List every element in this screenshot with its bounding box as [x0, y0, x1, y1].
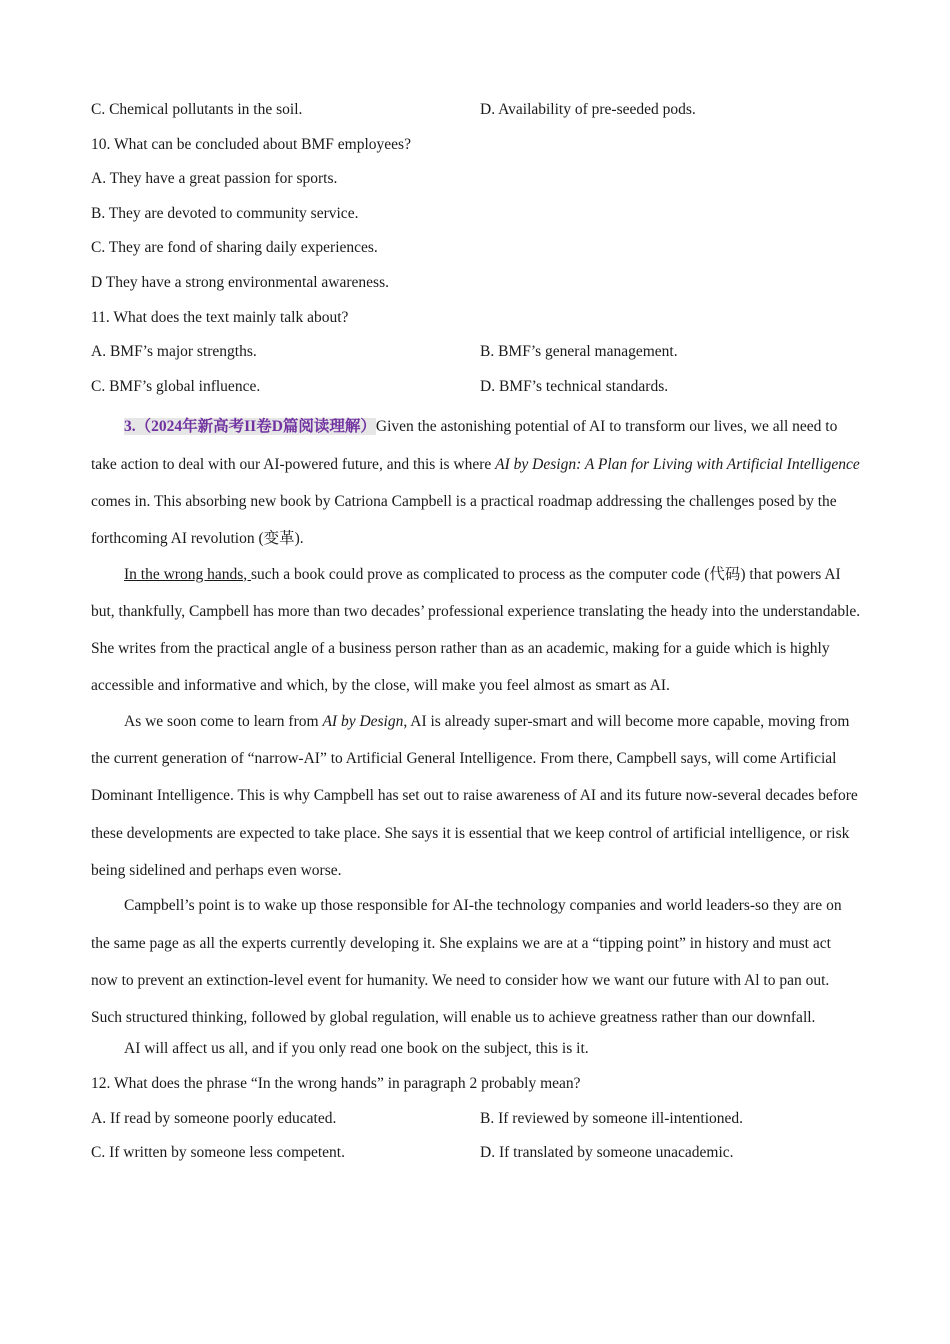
passage3-paragraph-5 [91, 1036, 861, 1071]
passage3-paragraph-2 [91, 556, 861, 705]
q10-option-a [91, 166, 861, 201]
q12-option-d: D. If translated by someone unacademic. [480, 1144, 734, 1162]
passage3-paragraph-1 [91, 408, 861, 557]
p3-text-b: , AI is already super-smart and will become more capable, moving from the current generation of “narrow-AI” to Artificial General Intelligence. From there, Campbell says, will come Artificial Dominant Intelligence. This is why Campbell has set out to raise awareness of AI and its future now-several decades before these developments are expected to take place. She says it is essential that we keep control of artificial intelligence, or risk being sidelined and perhaps even worse. [91, 712, 858, 879]
p3-text-a: As we soon come to learn from [124, 712, 323, 730]
book-title: AI by Design: A Plan for Living with Artificial Intelligence [495, 455, 860, 473]
document-page [91, 97, 861, 1175]
q12-options-row-cd [91, 1140, 861, 1175]
q11-options-row-cd [91, 374, 861, 409]
q10-option-c [91, 235, 861, 270]
q11-option-c: C. BMF’s global influence. [91, 377, 261, 395]
q11-option-a: A. BMF’s major strengths. [91, 343, 257, 361]
p1-text-a: Given the astonishing potential of AI to transform our lives, we all need to take action to deal with our AI-powered future, and this is where [91, 418, 838, 473]
q10-option-a-text: A. They have a great passion for sports. [91, 170, 338, 188]
q10-stem-text: 10. What can be concluded about BMF employees? [91, 135, 411, 153]
q10-option-d-text: D They have a strong environmental awareness. [91, 273, 389, 291]
passage3-paragraph-4 [91, 887, 861, 1036]
q9-option-c: C. Chemical pollutants in the soil. [91, 101, 303, 118]
q10-option-b [91, 201, 861, 236]
passage-source-tag: 3.（2024年新高考II卷D篇阅读理解） [124, 418, 376, 436]
p4-text: Campbell’s point is to wake up those responsible for AI-the technology companies and world leaders-so they are on the same page as all the experts currently developing it. She explains we are at a “tipping point” in history and must act now to prevent an extinction-level event for humanity. We need to consider how we want our future with Al to pan out. Such structured thinking, followed by global regulation, will enable us to achieve greatness rather than our downfall. [91, 897, 842, 1027]
q11-stem [91, 305, 861, 340]
q10-option-b-text: B. They are devoted to community service. [91, 204, 359, 222]
q12-option-c: C. If written by someone less competent. [91, 1144, 345, 1162]
passage3-paragraph-3 [91, 703, 861, 889]
q11-options-row-ab [91, 339, 861, 374]
q11-option-b: B. BMF’s general management. [480, 343, 678, 361]
q12-option-a: A. If read by someone poorly educated. [91, 1109, 337, 1127]
underlined-phrase: In the wrong hands, [124, 565, 251, 583]
p5-text: AI will affect us all, and if you only read one book on the subject, this is it. [124, 1040, 589, 1058]
p1-text-b: comes in. This absorbing new book by Catriona Campbell is a practical roadmap addressing the challenges posed by the forthcoming AI revolution (变革). [91, 492, 837, 548]
q11-option-d: D. BMF’s technical standards. [480, 377, 669, 395]
q11-stem-text: 11. What does the text mainly talk about? [91, 308, 349, 326]
q12-option-b: B. If reviewed by someone ill-intentioned. [480, 1109, 744, 1127]
book-title-short: AI by Design [322, 712, 404, 730]
q12-stem [91, 1071, 861, 1106]
q12-options-row-ab [91, 1106, 861, 1141]
q10-option-c-text: C. They are fond of sharing daily experiences. [91, 239, 378, 257]
q12-stem-text: 12. What does the phrase “In the wrong hands” in paragraph 2 probably mean? [91, 1074, 581, 1092]
q10-option-d [91, 270, 861, 305]
q9-option-d: D. Availability of pre-seeded pods. [480, 101, 696, 118]
p2-text: such a book could prove as complicated to process as the computer code (代码) that powers AI but, thankfully, Campbell has more than two decades’ professional experience translating the heady into the understandable. She writes from the practical angle of a business person rather than as an academic, making for a guide which is highly accessible and informative and which, by the close, will make you feel almost as smart as AI. [91, 565, 861, 695]
q10-stem [91, 132, 861, 167]
q9-options-row-cd [91, 97, 861, 132]
